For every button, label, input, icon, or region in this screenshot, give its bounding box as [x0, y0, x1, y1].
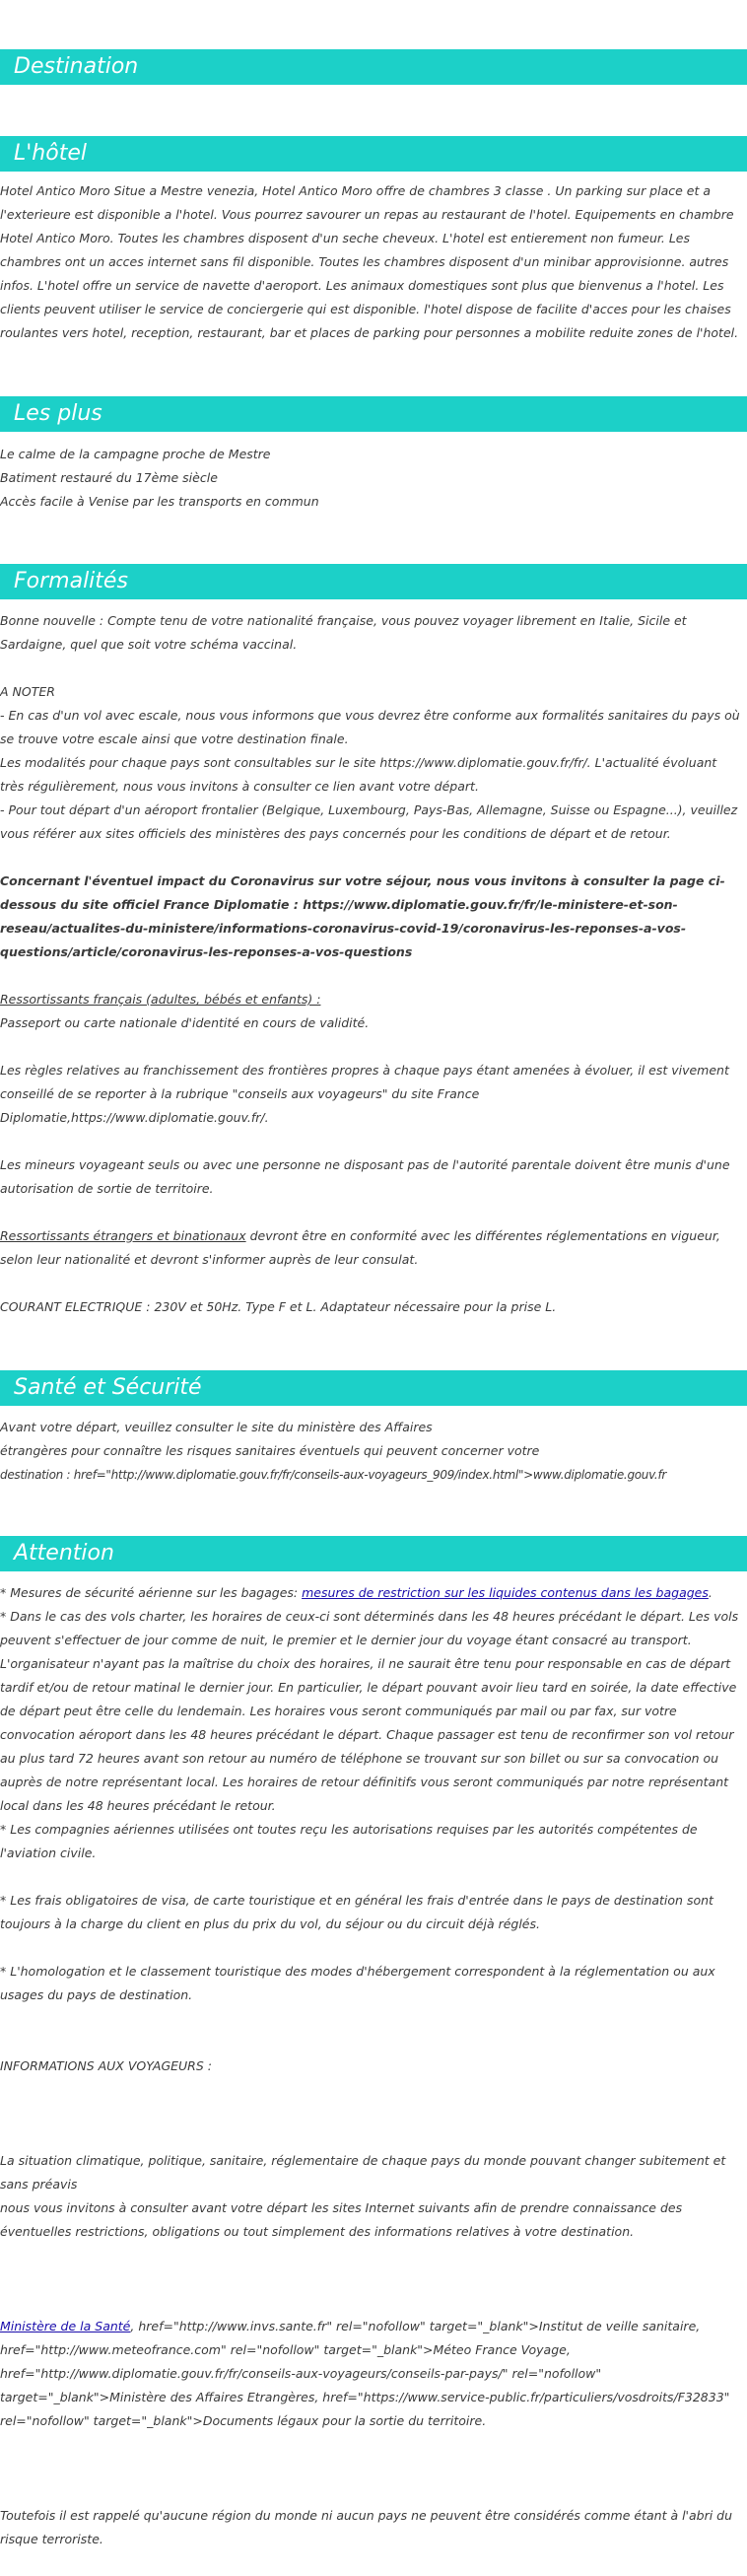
ressortissants-fr-body: Passeport ou carte nationale d'identité en cours de validité.	[0, 1015, 370, 1030]
section-title: Les plus	[14, 401, 102, 426]
attention-content	[0, 1581, 744, 2551]
etrangers-paragraph	[0, 1224, 744, 1272]
situation-invitation: nous vous invitons à consulter avant votre départ les sites Internet suivants afin de prendre connaissance des éventuelles restrictions, obligations ou tout simplement des informations relatives à votre destination.	[0, 2200, 683, 2239]
bagages-prefix: * Mesures de sécurité aérienne sur les bagages:	[0, 1585, 303, 1600]
sante-content	[0, 1416, 744, 1487]
courant-electrique: COURANT ELECTRIQUE : 230V et 50Hz. Type F et L. Adaptateur nécessaire pour la prise L.	[0, 1299, 557, 1314]
anoter-frontalier: - Pour tout départ d'un aéroport frontalier (Belgique, Luxembourg, Pays-Bas, Allemagne, Suisse ou Espagne...), veuillez vous référer aux sites officiels des ministères des pays concernés pour les conditions de départ et de retour.	[0, 802, 738, 841]
situation-notice: La situation climatique, politique, sanitaire, réglementaire de chaque pays du monde pouvant changer subitement et sans préavis	[0, 2153, 726, 2192]
section-header-sante	[0, 1370, 747, 1406]
mineurs-notice: Les mineurs voyageant seuls ou avec une personne ne disposant pas de l'autorité parentale doivent être munis d'une autorisation de sortie de territoire.	[0, 1157, 730, 1196]
vols-charter-notice: * Dans le cas des vols charter, les horaires de ceux-ci sont déterminés dans les 48 heures précédant le départ. Les vols peuvent s'effectuer de jour comme de nuit, le premier et le dernier jour du voyage étant consacré au transport. L'organisateur n'ayant pas la maîtrise du choix des horaires, il ne saurait être tenu pour responsable en cas de départ tardif et/ou de retour matinal le dernier jour. En particulier, le départ pouvant avoir lieu tard en soirée, la date effective de départ peut être celle du lendemain. Les horaires vous seront communiqués par mail ou par fax, sur votre convocation aéroport dans les 48 heures précédant le départ. Chaque passager est tenu de reconfirmer son vol retour au plus tard 72 heures avant son retour au numéro de téléphone se trouvant sur son billet ou sur sa convocation ou auprès de notre représentant local. Les horaires de retour définitifs vous seront communiqués par notre représentant local dans les 48 heures précédant le retour.	[0, 1609, 739, 1813]
section-header-formalites	[0, 564, 747, 599]
ressortissants-fr-heading: Ressortissants français (adultes, bébés et enfants) :	[0, 992, 321, 1007]
sante-line: destination : href="http://www.diplomatie.gouv.fr/fr/conseils-aux-voyageurs_909/index.html">www.diplomatie.gouv.fr	[0, 1468, 667, 1482]
plus-list	[0, 443, 744, 514]
hotel-body: Hotel Antico Moro Situe a Mestre venezia, Hotel Antico Moro offre de chambres 3 classe . Un parking sur place et a l'exterieure est disponible a l'hotel. Vous pourrez savourer un repas au restaurant de l'hotel. Equipements en chambre Hotel Antico Moro. Toutes les chambres disposent d'un seche cheveux. L'hotel est entierement non fumeur. Les chambres ont un acces internet sans fil disponible. Toutes les chambres disposent d'un minibar approvisionne. autres infos. L'hotel offre un service de navette d'aeroport. Les animaux domestiques sont plus que bienvenus a l'hotel. Les clients peuvent utiliser le service de conciergerie qui est disponible. l'hotel dispose de facilite d'acces pour les chaises roulantes vers hotel, reception, restaurant, bar et places de parking pour personnes a mobilite reduite zones de l'hotel.	[0, 183, 739, 340]
sante-line: étrangères pour connaître les risques sanitaires éventuels qui peuvent concerner votre	[0, 1443, 540, 1458]
infos-voyageurs-heading: INFORMATIONS AUX VOYAGEURS :	[0, 2058, 212, 2073]
section-title: Santé et Sécurité	[14, 1375, 202, 1400]
sante-line: Avant votre départ, veuillez consulter le site du ministère des Affaires	[0, 1420, 433, 1434]
section-header-plus	[0, 396, 747, 432]
formalites-intro: Bonne nouvelle : Compte tenu de votre nationalité française, vous pouvez voyager librement en Italie, Sicile et Sardaigne, quel que soit votre schéma vaccinal.	[0, 613, 687, 652]
plus-item: Batiment restauré du 17ème siècle	[0, 470, 218, 485]
section-header-destination	[0, 49, 747, 85]
anoter-escale: - En cas d'un vol avec escale, nous vous informons que vous devrez être conforme aux formalités sanitaires du pays où se trouve votre escale ainsi que votre destination finale.	[0, 708, 740, 746]
plus-item: Le calme de la campagne proche de Mestre	[0, 447, 271, 461]
terrorisme-notice: Toutefois il est rappelé qu'aucune région du monde ni aucun pays ne peuvent être considérés comme étant à l'abri du risque terroriste.	[0, 2508, 733, 2546]
bagages-notice	[0, 1581, 744, 1605]
frontieres-notice: Les règles relatives au franchissement des frontières propres à chaque pays étant amenées à évoluer, il est vivement conseillé de se reporter à la rubrique "conseils aux voyageurs" du site France Diplomatie,https://www.diplomatie.gouv.fr/.	[0, 1063, 729, 1125]
section-title: Formalités	[14, 569, 128, 593]
ministere-links-rest: , href="http://www.invs.sante.fr" rel="nofollow" target="_blank">Institut de veille sanitaire, href="http://www.meteofrance.com" rel="nofollow" target="_blank">Méteo France Voyage, href="http://www.diplomatie.gouv.fr/fr/conseils-aux-voyageurs/conseils-par-pays/" rel="nofollow" target="_blank">Ministère des Affaires Etrangères, href="https://www.service-public.fr/particuliers/vosdroits/F32833" rel="nofollow" target="_blank">Documents légaux pour la sortie du territoire.	[0, 2319, 730, 2428]
etrangers-body: devront être en conformité avec les différentes réglementations en vigueur, selon leur nationalité et devront s'informer auprès de leur consulat.	[0, 1228, 720, 1267]
section-header-attention	[0, 1536, 747, 1571]
frais-notice: * Les frais obligatoires de visa, de carte touristique et en général les frais d'entrée dans le pays de destination sont toujours à la charge du client en plus du prix du vol, du séjour ou du circuit déjà réglés.	[0, 1893, 713, 1931]
section-title: Destination	[14, 54, 139, 79]
anoter-heading: A NOTER	[0, 684, 55, 699]
compagnies-notice: * Les compagnies aériennes utilisées ont toutes reçu les autorisations requises par les autorités compétentes de l'aviation civile.	[0, 1822, 698, 1860]
ministere-links-paragraph	[0, 2315, 744, 2433]
section-title: Attention	[14, 1541, 114, 1566]
section-title: L'hôtel	[14, 141, 87, 166]
anoter-modalites: Les modalités pour chaque pays sont consultables sur le site https://www.diplomatie.gouv.fr/fr/. L'actualité évoluant très régulièrement, nous vous invitons à consulter ce lien avant votre départ.	[0, 755, 717, 794]
formalites-content	[0, 609, 744, 1319]
hotel-description	[0, 179, 744, 345]
covid-notice: Concernant l'éventuel impact du Coronavirus sur votre séjour, nous vous invitons à consulter la page ci-dessous du site officiel France Diplomatie : https://www.diplomatie.gouv.fr/fr/le-ministere-et-son-reseau/actualites-du-ministere/informations-coronavirus-covid-19/coronavirus-les-reponses-a-vos-questions/article/coronavirus-les-reponses-a-vos-questions	[0, 873, 725, 959]
section-header-hotel	[0, 136, 747, 172]
bagages-restriction-link[interactable]: mesures de restriction sur les liquides contenus dans les bagages	[302, 1585, 709, 1600]
bagages-suffix: .	[708, 1585, 713, 1600]
plus-item: Accès facile à Venise par les transports en commun	[0, 494, 319, 509]
ministere-sante-link[interactable]: Ministère de la Santé	[0, 2319, 131, 2333]
homologation-notice: * L'homologation et le classement touristique des modes d'hébergement correspondent à la réglementation ou aux usages du pays de destination.	[0, 1964, 715, 2002]
etrangers-heading: Ressortissants étrangers et binationaux	[0, 1228, 246, 1243]
